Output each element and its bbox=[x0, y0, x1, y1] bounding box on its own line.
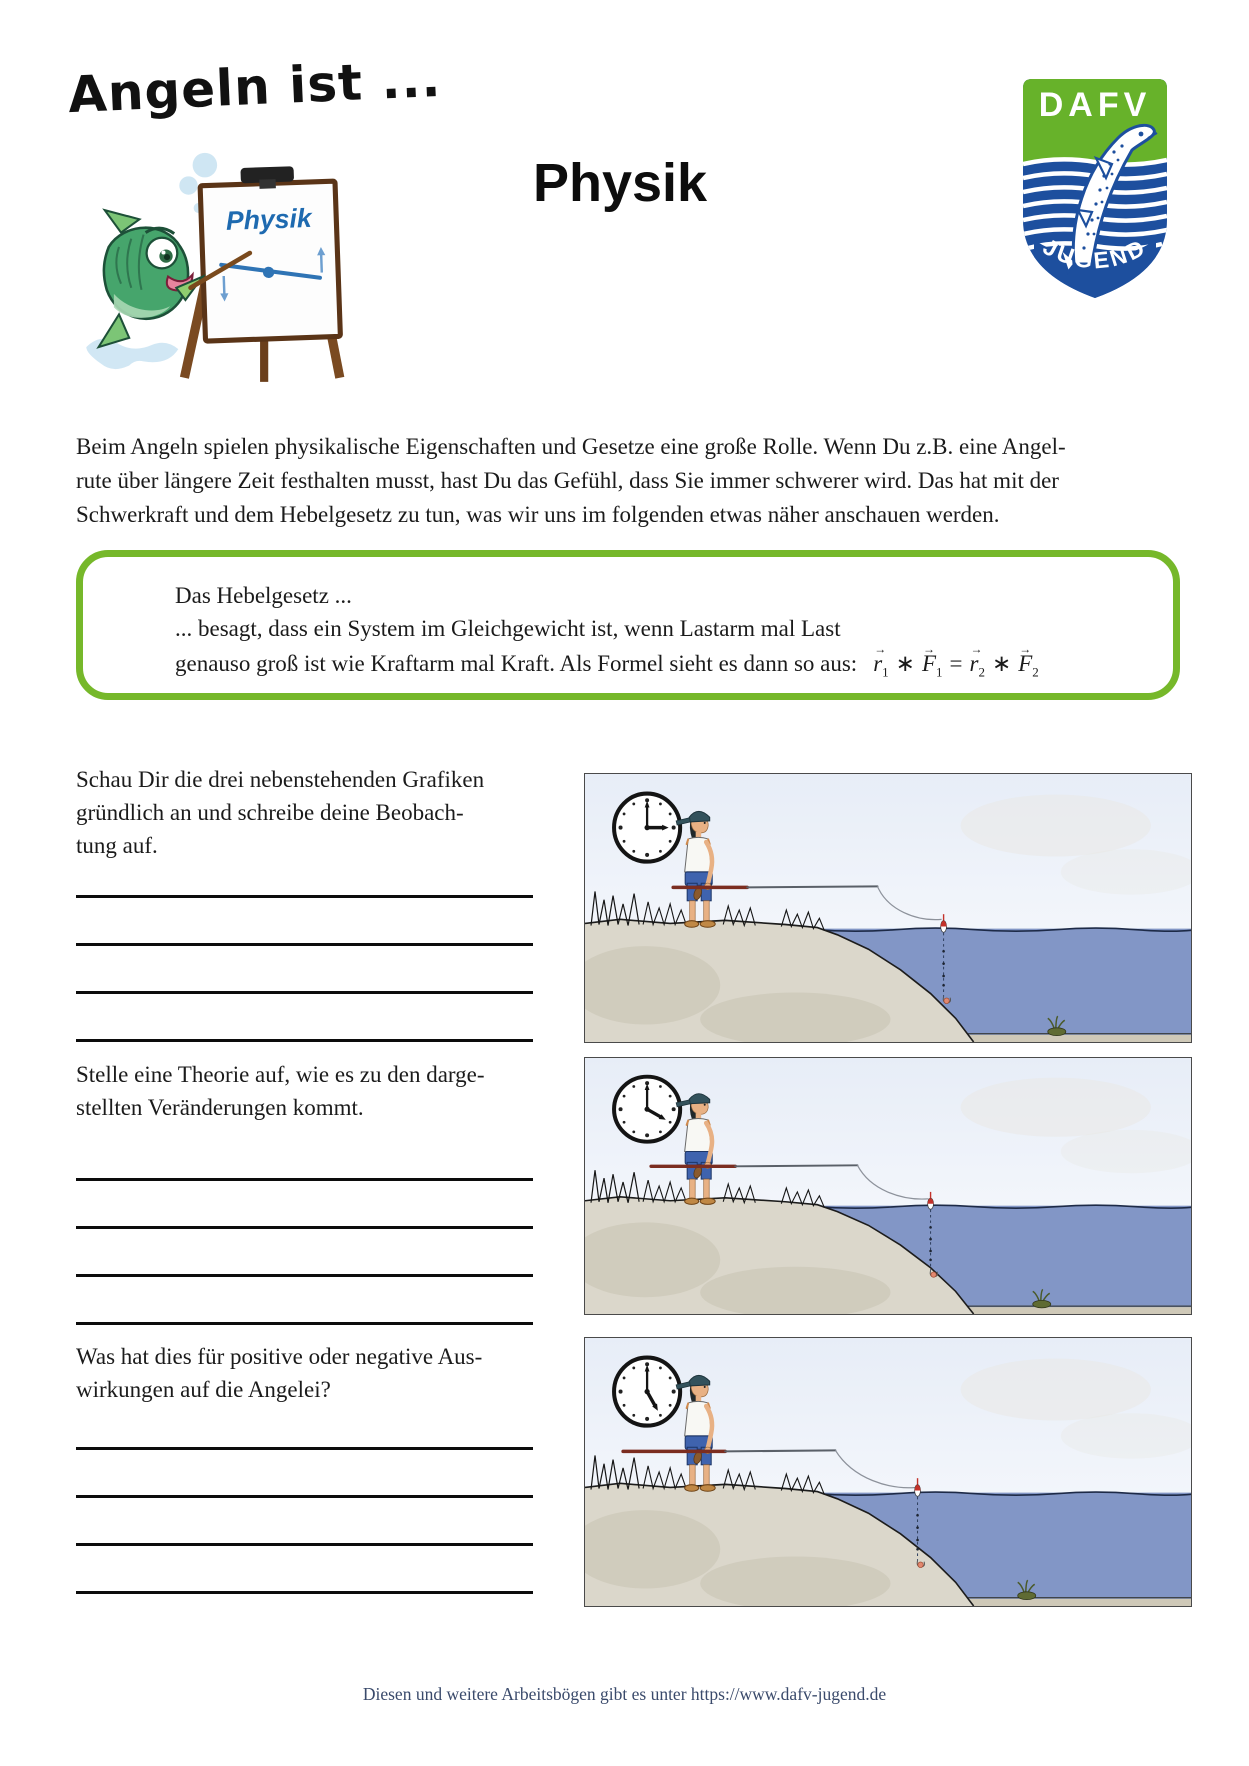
answer-lines-2 bbox=[76, 1133, 533, 1325]
answer-line bbox=[76, 1277, 533, 1325]
question-2 bbox=[76, 1058, 534, 1124]
question-text: Was hat dies für positive oder negative Aus- bbox=[76, 1344, 483, 1369]
answer-line bbox=[76, 1402, 533, 1450]
footer bbox=[0, 1684, 1249, 1705]
answer-line bbox=[76, 946, 533, 994]
logo-sub-text: JUGEND bbox=[1038, 233, 1152, 274]
question-1 bbox=[76, 763, 534, 862]
dafv-jugend-logo bbox=[1014, 72, 1176, 306]
answer-line bbox=[76, 850, 533, 898]
answer-line bbox=[76, 1498, 533, 1546]
footer-text: Diesen und weitere Arbeitsbögen gibt es unter bbox=[362, 1684, 687, 1704]
intro-line: Schwerkraft und dem Hebelgesetz zu tun, was wir uns im folgenden etwas näher anschauen werden. bbox=[76, 502, 1000, 527]
easel bbox=[184, 165, 340, 382]
question-text: wirkungen auf die Angelei? bbox=[76, 1377, 331, 1402]
answer-line bbox=[76, 1229, 533, 1277]
intro-line: rute über längere Zeit festhalten musst, hast Du das Gefühl, dass Sie immer schwerer wird. Das hat mit der bbox=[76, 468, 1059, 493]
infobox-line: Das Hebelgesetz ... bbox=[175, 583, 352, 608]
bubble bbox=[179, 176, 197, 194]
intro-line: Beim Angeln spielen physikalische Eigenschaften und Gesetze eine große Rolle. Wenn Du z.B. eine Angel- bbox=[76, 434, 1066, 459]
answer-line bbox=[76, 1181, 533, 1229]
fish-easel-illustration bbox=[78, 114, 390, 390]
answer-line bbox=[76, 898, 533, 946]
illustration-panel-2 bbox=[584, 1057, 1192, 1315]
question-text: stellten Veränderungen kommt. bbox=[76, 1095, 364, 1120]
answer-line bbox=[76, 994, 533, 1042]
logo-org-text: DAFV bbox=[1038, 86, 1152, 124]
question-3 bbox=[76, 1340, 534, 1406]
footer-url[interactable]: https://www.dafv-jugend.de bbox=[690, 1684, 887, 1704]
answer-line bbox=[76, 1450, 533, 1498]
lever-formula: → $r_1$ ∗ → $F_1$ = → $r_2$ ∗ → $F_2$ bbox=[871, 645, 1041, 689]
question-text: gründlich an und schreibe deine Beobach- bbox=[76, 800, 464, 825]
bubble bbox=[193, 153, 218, 178]
flipchart-label: Physik bbox=[225, 202, 313, 236]
question-text: tung auf. bbox=[76, 833, 158, 858]
page-title: Physik bbox=[532, 153, 708, 214]
answer-lines-1 bbox=[76, 850, 533, 1042]
lever-law-infobox bbox=[76, 550, 1180, 700]
intro-paragraph bbox=[76, 430, 1186, 532]
page-script-title: Angeln ist ... bbox=[66, 49, 443, 125]
illustration-panel-3 bbox=[584, 1337, 1192, 1607]
illustration-panel-1 bbox=[584, 773, 1192, 1043]
answer-line bbox=[76, 1133, 533, 1181]
infobox-line: genauso groß ist wie Kraftarm mal Kraft. Als Formel sieht es dann so aus: → $r_1$ ∗ → $F_1$ = → $r_2$ ∗ → $F_2$ bbox=[175, 645, 1153, 689]
answer-lines-3 bbox=[76, 1402, 533, 1594]
answer-line bbox=[76, 1546, 533, 1594]
question-text: Schau Dir die drei nebenstehenden Grafiken bbox=[76, 767, 485, 792]
question-text: Stelle eine Theorie auf, wie es zu den darge- bbox=[76, 1062, 485, 1087]
infobox-line: ... besagt, dass ein System im Gleichgewicht ist, wenn Lastarm mal Last bbox=[175, 616, 841, 641]
